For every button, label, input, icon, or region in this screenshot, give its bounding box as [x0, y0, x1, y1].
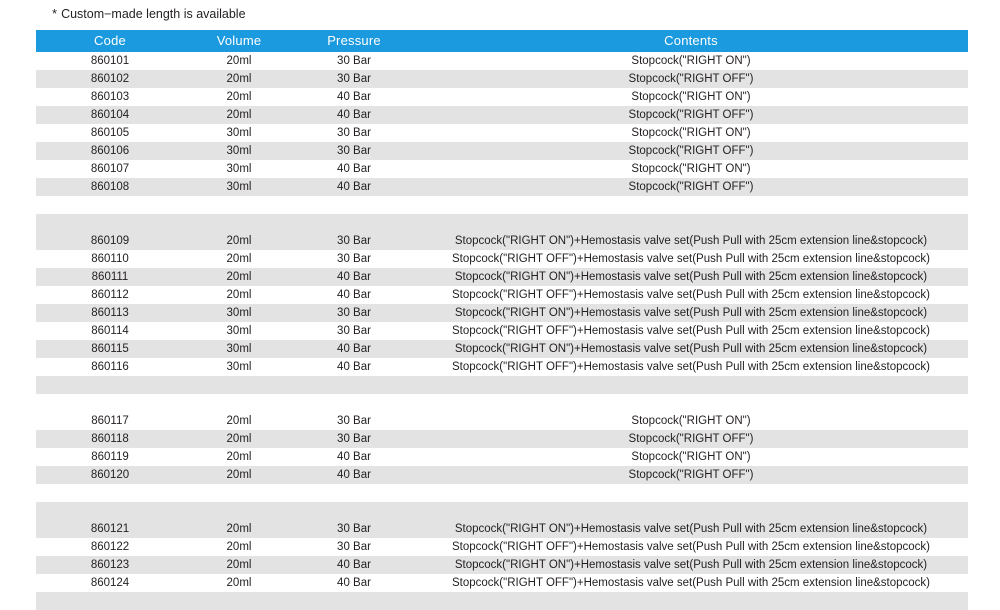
cell-code [36, 376, 184, 394]
table-row [36, 538, 968, 556]
cell-contents-text: Stopcock("RIGHT ON")+Hemostasis valve set(Push Pull with 25cm extension line&stopcock) [454, 559, 928, 571]
custom-length-note [52, 6, 246, 21]
table-row [36, 574, 968, 592]
cell-code: 860114 [36, 322, 184, 340]
table-row [36, 268, 968, 286]
cell-volume [184, 484, 294, 502]
cell-contents [414, 340, 968, 358]
cell-volume: 30ml [184, 142, 294, 160]
cell-contents [414, 52, 968, 70]
cell-code: 860118 [36, 430, 184, 448]
asterisk-icon: * [52, 6, 58, 21]
column-header-code: Code [36, 30, 184, 52]
cell-pressure: 30 Bar [294, 520, 414, 538]
column-header-pressure: Pressure [294, 30, 414, 52]
cell-contents [414, 196, 968, 214]
cell-code: 860123 [36, 556, 184, 574]
cell-volume [184, 394, 294, 412]
cell-code: 860108 [36, 178, 184, 196]
cell-volume: 20ml [184, 466, 294, 484]
cell-pressure: 30 Bar [294, 430, 414, 448]
table-row [36, 124, 968, 142]
cell-pressure: 40 Bar [294, 286, 414, 304]
cell-code: 860110 [36, 250, 184, 268]
cell-contents [414, 250, 968, 268]
cell-contents-text: Stopcock("RIGHT ON") [631, 415, 751, 427]
cell-contents [414, 412, 968, 430]
cell-contents-text: Stopcock("RIGHT OFF") [628, 145, 754, 157]
column-header-volume: Volume [184, 30, 294, 52]
cell-pressure: 30 Bar [294, 322, 414, 340]
product-table [36, 30, 968, 610]
cell-pressure: 40 Bar [294, 340, 414, 358]
table-row [36, 70, 968, 88]
cell-contents-text: Stopcock("RIGHT ON")+Hemostasis valve set(Push Pull with 25cm extension line&stopcock) [454, 271, 928, 283]
cell-pressure: 30 Bar [294, 250, 414, 268]
cell-volume [184, 502, 294, 520]
cell-pressure: 40 Bar [294, 466, 414, 484]
cell-pressure: 30 Bar [294, 412, 414, 430]
table-row [36, 106, 968, 124]
cell-volume: 30ml [184, 322, 294, 340]
custom-length-note-text: Custom−made length is available [61, 7, 246, 21]
cell-contents-text: Stopcock("RIGHT OFF")+Hemostasis valve set(Push Pull with 25cm extension line&stopcock) [451, 325, 931, 337]
table-spacer-row [36, 214, 968, 232]
column-header-contents: Contents [414, 30, 968, 52]
cell-contents [414, 214, 968, 232]
cell-volume: 20ml [184, 430, 294, 448]
cell-pressure: 30 Bar [294, 70, 414, 88]
table-body [36, 52, 968, 610]
cell-code: 860105 [36, 124, 184, 142]
cell-volume [184, 592, 294, 610]
cell-pressure [294, 196, 414, 214]
cell-contents [414, 70, 968, 88]
cell-pressure: 40 Bar [294, 88, 414, 106]
cell-contents [414, 394, 968, 412]
cell-contents-text: Stopcock("RIGHT OFF") [628, 433, 754, 445]
cell-pressure: 30 Bar [294, 124, 414, 142]
cell-code: 860119 [36, 448, 184, 466]
cell-volume: 20ml [184, 268, 294, 286]
cell-pressure [294, 214, 414, 232]
table-row [36, 250, 968, 268]
table-row [36, 52, 968, 70]
table-spacer-row [36, 502, 968, 520]
cell-contents [414, 160, 968, 178]
cell-pressure: 30 Bar [294, 538, 414, 556]
cell-pressure [294, 502, 414, 520]
cell-pressure [294, 484, 414, 502]
cell-contents-text: Stopcock("RIGHT OFF")+Hemostasis valve set(Push Pull with 25cm extension line&stopcock) [451, 361, 931, 373]
cell-volume: 20ml [184, 106, 294, 124]
table-row [36, 160, 968, 178]
cell-contents [414, 520, 968, 538]
cell-contents-text: Stopcock("RIGHT OFF") [628, 469, 754, 481]
cell-volume: 30ml [184, 304, 294, 322]
table-row [36, 556, 968, 574]
cell-contents [414, 304, 968, 322]
cell-code: 860113 [36, 304, 184, 322]
cell-pressure: 40 Bar [294, 358, 414, 376]
cell-volume: 30ml [184, 160, 294, 178]
cell-code [36, 214, 184, 232]
cell-volume: 30ml [184, 178, 294, 196]
cell-pressure: 30 Bar [294, 142, 414, 160]
cell-volume [184, 214, 294, 232]
cell-code: 860116 [36, 358, 184, 376]
cell-pressure [294, 394, 414, 412]
cell-code: 860122 [36, 538, 184, 556]
table-header-row [36, 30, 968, 52]
cell-contents [414, 448, 968, 466]
cell-code: 860103 [36, 88, 184, 106]
cell-contents [414, 376, 968, 394]
table-row [36, 520, 968, 538]
table-row [36, 232, 968, 250]
cell-contents [414, 538, 968, 556]
cell-contents-text: Stopcock("RIGHT OFF") [628, 73, 754, 85]
cell-contents [414, 556, 968, 574]
cell-contents-text: Stopcock("RIGHT OFF")+Hemostasis valve set(Push Pull with 25cm extension line&stopcock) [451, 541, 931, 553]
cell-contents-text: Stopcock("RIGHT ON") [631, 451, 751, 463]
product-table-wrapper [36, 30, 968, 610]
cell-pressure: 40 Bar [294, 268, 414, 286]
cell-code: 860109 [36, 232, 184, 250]
cell-contents-text: Stopcock("RIGHT OFF") [628, 109, 754, 121]
cell-volume: 20ml [184, 232, 294, 250]
table-row [36, 466, 968, 484]
cell-contents [414, 232, 968, 250]
table-row [36, 412, 968, 430]
cell-code: 860112 [36, 286, 184, 304]
table-row [36, 322, 968, 340]
table-spacer-row [36, 196, 968, 214]
cell-volume: 20ml [184, 250, 294, 268]
cell-volume: 20ml [184, 520, 294, 538]
cell-contents [414, 358, 968, 376]
cell-volume: 20ml [184, 556, 294, 574]
table-spacer-row [36, 592, 968, 610]
table-row [36, 142, 968, 160]
cell-pressure: 30 Bar [294, 52, 414, 70]
cell-contents-text: Stopcock("RIGHT ON") [631, 55, 751, 67]
cell-volume [184, 196, 294, 214]
cell-code: 860104 [36, 106, 184, 124]
cell-code [36, 502, 184, 520]
cell-contents [414, 178, 968, 196]
cell-contents [414, 142, 968, 160]
cell-contents [414, 466, 968, 484]
table-row [36, 286, 968, 304]
cell-volume: 20ml [184, 286, 294, 304]
table-row [36, 88, 968, 106]
cell-contents-text: Stopcock("RIGHT ON")+Hemostasis valve set(Push Pull with 25cm extension line&stopcock) [454, 523, 928, 535]
cell-pressure [294, 376, 414, 394]
cell-pressure: 30 Bar [294, 232, 414, 250]
cell-volume [184, 376, 294, 394]
table-row [36, 448, 968, 466]
table-row [36, 304, 968, 322]
cell-contents-text: Stopcock("RIGHT ON")+Hemostasis valve set(Push Pull with 25cm extension line&stopcock) [454, 343, 928, 355]
cell-code: 860111 [36, 268, 184, 286]
cell-contents [414, 88, 968, 106]
cell-code: 860106 [36, 142, 184, 160]
cell-contents [414, 286, 968, 304]
cell-pressure: 30 Bar [294, 304, 414, 322]
cell-code: 860115 [36, 340, 184, 358]
cell-code [36, 592, 184, 610]
cell-code: 860117 [36, 412, 184, 430]
cell-contents-text: Stopcock("RIGHT ON")+Hemostasis valve set(Push Pull with 25cm extension line&stopcock) [454, 235, 928, 247]
cell-volume: 20ml [184, 52, 294, 70]
table-spacer-row [36, 394, 968, 412]
cell-volume: 20ml [184, 448, 294, 466]
table-row [36, 340, 968, 358]
cell-code [36, 394, 184, 412]
cell-pressure: 40 Bar [294, 178, 414, 196]
cell-code [36, 484, 184, 502]
cell-contents-text: Stopcock("RIGHT ON") [631, 163, 751, 175]
cell-contents-text: Stopcock("RIGHT OFF")+Hemostasis valve set(Push Pull with 25cm extension line&stopcock) [451, 577, 931, 589]
cell-contents [414, 268, 968, 286]
table-row [36, 358, 968, 376]
table-row [36, 178, 968, 196]
cell-pressure: 40 Bar [294, 106, 414, 124]
cell-code: 860124 [36, 574, 184, 592]
cell-code: 860101 [36, 52, 184, 70]
cell-contents-text: Stopcock("RIGHT OFF")+Hemostasis valve set(Push Pull with 25cm extension line&stopcock) [451, 289, 931, 301]
cell-volume: 30ml [184, 358, 294, 376]
cell-pressure: 40 Bar [294, 448, 414, 466]
cell-code [36, 196, 184, 214]
cell-pressure [294, 592, 414, 610]
cell-volume: 20ml [184, 70, 294, 88]
table-header [36, 30, 968, 52]
cell-contents [414, 574, 968, 592]
cell-volume: 20ml [184, 88, 294, 106]
cell-pressure: 40 Bar [294, 556, 414, 574]
cell-contents [414, 502, 968, 520]
cell-contents [414, 430, 968, 448]
cell-code: 860120 [36, 466, 184, 484]
cell-pressure: 40 Bar [294, 160, 414, 178]
table-spacer-row [36, 484, 968, 502]
cell-contents-text: Stopcock("RIGHT ON") [631, 127, 751, 139]
cell-contents-text: Stopcock("RIGHT ON")+Hemostasis valve set(Push Pull with 25cm extension line&stopcock) [454, 307, 928, 319]
cell-contents [414, 484, 968, 502]
cell-code: 860121 [36, 520, 184, 538]
cell-contents-text: Stopcock("RIGHT OFF")+Hemostasis valve set(Push Pull with 25cm extension line&stopcock) [451, 253, 931, 265]
cell-contents [414, 592, 968, 610]
cell-contents [414, 322, 968, 340]
cell-volume: 20ml [184, 538, 294, 556]
cell-volume: 30ml [184, 340, 294, 358]
cell-volume: 30ml [184, 124, 294, 142]
cell-code: 860102 [36, 70, 184, 88]
cell-contents-text: Stopcock("RIGHT OFF") [628, 181, 754, 193]
cell-contents [414, 106, 968, 124]
cell-volume: 20ml [184, 574, 294, 592]
cell-pressure: 40 Bar [294, 574, 414, 592]
cell-volume: 20ml [184, 412, 294, 430]
cell-contents [414, 124, 968, 142]
table-row [36, 430, 968, 448]
cell-contents-text: Stopcock("RIGHT ON") [631, 91, 751, 103]
table-spacer-row [36, 376, 968, 394]
cell-code: 860107 [36, 160, 184, 178]
